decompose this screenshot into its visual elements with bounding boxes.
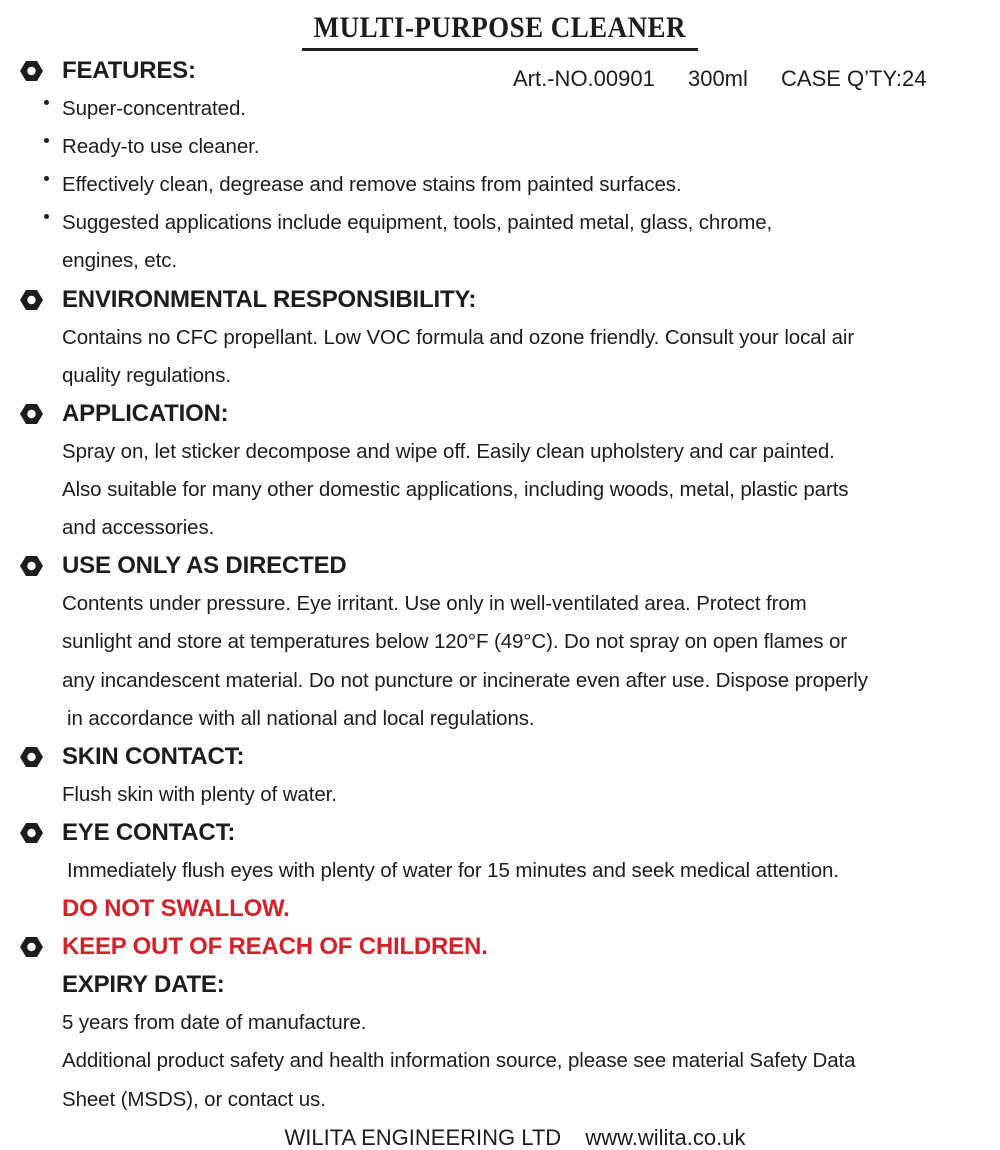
body-text: Spray on, let sticker decompose and wipe off. Easily clean upholstery and car painted. (62, 439, 835, 463)
section-heading-environmental-responsibility (0, 281, 1000, 319)
body-line (0, 471, 1000, 509)
feature-item-text: Effectively clean, degrease and remove stains from painted surfaces. (62, 173, 682, 197)
heading-text: FEATURES: (62, 57, 196, 84)
page-title: MULTI-PURPOSE CLEANER (302, 10, 698, 51)
volume: 300ml (687, 66, 748, 91)
website-url: www.wilita.co.uk (585, 1124, 746, 1150)
warning-heading-text: KEEP OUT OF REACH OF CHILDREN. (62, 933, 488, 961)
body-line (0, 623, 1000, 661)
company-name: WILITA ENGINEERING LTD (284, 1124, 562, 1150)
section-heading-skin-contact (0, 738, 1000, 776)
body-text: any incandescent material. Do not puncture or incinerate even after use. Dispose properly (62, 668, 868, 692)
hex-nut-bullet-icon (20, 290, 43, 310)
body-text: Contents under pressure. Eye irritant. Use only in well-ventilated area. Protect from (62, 592, 807, 616)
feature-item (0, 90, 1000, 128)
dot-bullet-icon (44, 100, 49, 105)
body-line (0, 1042, 1000, 1080)
hex-nut-bullet-icon (20, 937, 43, 957)
heading-text: APPLICATION: (62, 399, 229, 427)
body-text: Flush skin with plenty of water. (62, 782, 337, 806)
body-text: Contains no CFC propellant. Low VOC formula and ozone friendly. Consult your local air (62, 325, 855, 349)
hex-nut-bullet-icon (20, 823, 43, 843)
dot-bullet-icon (44, 138, 49, 143)
section-heading-keep-out-of-reach (0, 928, 1000, 966)
section-heading-use-only-as-directed (0, 547, 1000, 585)
feature-item-text: Ready-to use cleaner. (62, 135, 260, 159)
feature-item-text: Super-concentrated. (62, 97, 246, 121)
title-wrap (0, 0, 1000, 52)
art-number: Art.-NO.00901 (513, 66, 655, 91)
body-text: sunlight and store at temperatures below 120°F (49°C). Do not spray on open flames or (62, 630, 848, 654)
feature-item-text: Suggested applications include equipment, tools, painted metal, glass, chrome, (62, 211, 773, 235)
feature-item-text: engines, etc. (62, 249, 177, 273)
section-heading-features (0, 52, 1000, 90)
body-line (0, 433, 1000, 471)
warning-do-not-swallow (0, 890, 1000, 928)
body-text: in accordance with all national and local regulations. (67, 706, 535, 730)
warning-text: DO NOT SWALLOW. (62, 895, 290, 923)
body-text: Immediately flush eyes with plenty of water for 15 minutes and seek medical attention. (67, 858, 839, 882)
feature-item-continuation (0, 242, 1000, 280)
heading-text: USE ONLY AS DIRECTED (62, 552, 347, 580)
heading-text: ENVIRONMENTAL RESPONSIBILITY: (62, 285, 477, 313)
hex-nut-bullet-icon (20, 747, 43, 767)
body-line (0, 1081, 1000, 1119)
heading-text: SKIN CONTACT: (62, 742, 245, 770)
body-line (0, 1004, 1000, 1042)
dot-bullet-icon (44, 176, 49, 181)
footer-line (0, 1119, 1000, 1150)
body-text: Also suitable for many other domestic applications, including woods, metal, plastic parts (62, 478, 849, 502)
body-line (0, 509, 1000, 547)
dot-bullet-icon (44, 214, 49, 219)
feature-item (0, 204, 1000, 242)
feature-item (0, 128, 1000, 166)
body-line (0, 700, 1000, 738)
heading-text: EYE CONTACT: (62, 818, 236, 846)
body-line (0, 776, 1000, 814)
body-text: Additional product safety and health information source, please see material Safety Data (62, 1049, 856, 1073)
hex-nut-bullet-icon (20, 404, 43, 424)
feature-item (0, 166, 1000, 204)
section-heading-eye-contact (0, 814, 1000, 852)
body-line (0, 319, 1000, 357)
case-quantity: CASE Q’TY:24 (781, 66, 927, 91)
body-text: 5 years from date of manufacture. (62, 1011, 367, 1035)
body-line (0, 585, 1000, 623)
body-line (0, 662, 1000, 700)
hex-nut-bullet-icon (20, 556, 43, 576)
body-text: and accessories. (62, 516, 215, 540)
section-heading-expiry-date (0, 966, 1000, 1004)
body-text: Sheet (MSDS), or contact us. (62, 1087, 326, 1111)
heading-text: EXPIRY DATE: (62, 971, 225, 999)
hex-nut-bullet-icon (20, 61, 43, 81)
body-line (0, 357, 1000, 395)
body-text: quality regulations. (62, 363, 231, 387)
section-heading-application (0, 395, 1000, 433)
body-line (0, 852, 1000, 890)
